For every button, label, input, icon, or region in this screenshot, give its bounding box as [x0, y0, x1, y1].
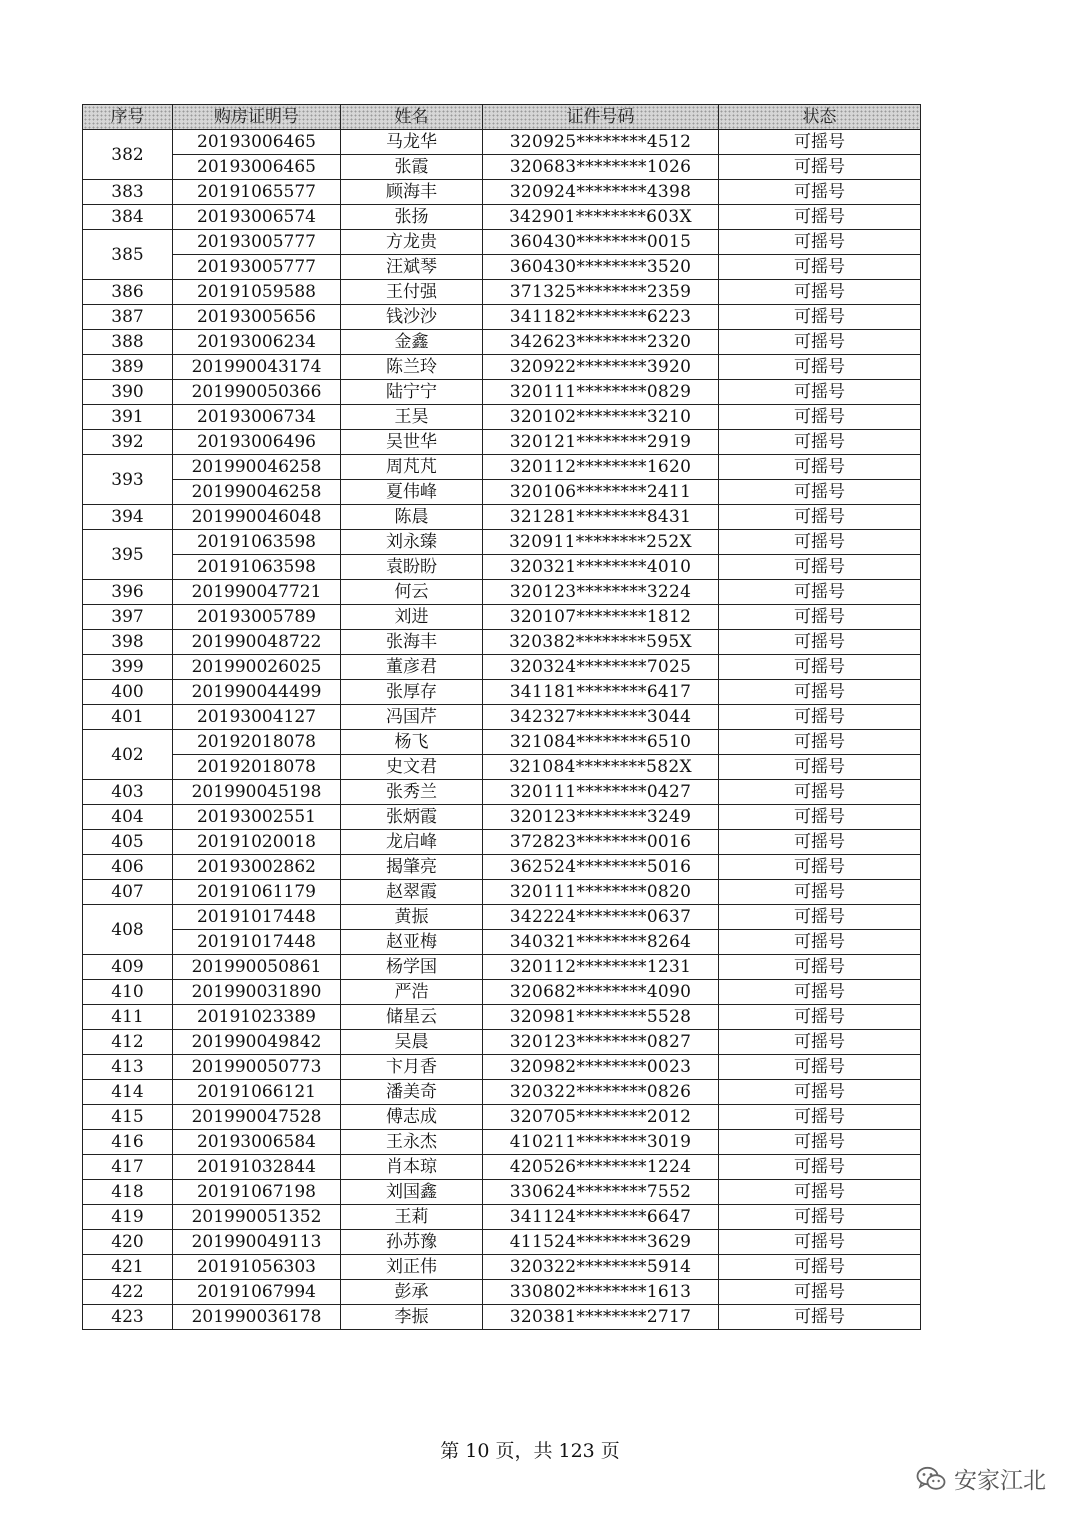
table-row [83, 1205, 921, 1230]
name-cell: 汪斌琴 [341, 255, 483, 280]
status-cell: 可摇号 [719, 1230, 921, 1255]
id-number-cell: 320107********1812 [483, 605, 719, 630]
seq-cell: 406 [83, 855, 173, 880]
name-cell: 黄振 [341, 905, 483, 930]
status-cell: 可摇号 [719, 330, 921, 355]
name-cell: 张扬 [341, 205, 483, 230]
table-row [83, 580, 921, 605]
status-cell: 可摇号 [719, 905, 921, 930]
seq-cell: 419 [83, 1205, 173, 1230]
watermark [916, 1462, 1046, 1495]
seq-cell: 399 [83, 655, 173, 680]
name-cell: 顾海丰 [341, 180, 483, 205]
status-cell: 可摇号 [719, 955, 921, 980]
id-number-cell: 410211********3019 [483, 1130, 719, 1155]
seq-cell: 410 [83, 980, 173, 1005]
id-number-cell: 320106********2411 [483, 480, 719, 505]
table-row [83, 830, 921, 855]
header-id-number: 证件号码 [483, 105, 719, 130]
id-number-cell: 341124********6647 [483, 1205, 719, 1230]
table-row [83, 305, 921, 330]
seq-cell: 405 [83, 830, 173, 855]
name-cell: 张秀兰 [341, 780, 483, 805]
id-number-cell: 420526********1224 [483, 1155, 719, 1180]
table-row [83, 630, 921, 655]
cert-number-cell: 20192018078 [173, 730, 341, 755]
cert-number-cell: 201990045198 [173, 780, 341, 805]
seq-cell: 403 [83, 780, 173, 805]
id-number-cell: 330624********7552 [483, 1180, 719, 1205]
table-row [83, 905, 921, 930]
status-cell: 可摇号 [719, 155, 921, 180]
id-number-cell: 321084********582X [483, 755, 719, 780]
cert-number-cell: 20193006234 [173, 330, 341, 355]
status-cell: 可摇号 [719, 355, 921, 380]
table-row [83, 805, 921, 830]
table-row [83, 955, 921, 980]
seq-cell: 382 [83, 130, 173, 180]
status-cell: 可摇号 [719, 280, 921, 305]
id-number-cell: 320382********595X [483, 630, 719, 655]
name-cell: 潘美奇 [341, 1080, 483, 1105]
status-cell: 可摇号 [719, 305, 921, 330]
id-number-cell: 320321********4010 [483, 555, 719, 580]
name-cell: 彭承 [341, 1280, 483, 1305]
cert-number-cell: 201990050366 [173, 380, 341, 405]
cert-number-cell: 20193006496 [173, 430, 341, 455]
seq-cell: 422 [83, 1280, 173, 1305]
name-cell: 王永杰 [341, 1130, 483, 1155]
id-number-cell: 320705********2012 [483, 1105, 719, 1130]
seq-cell: 411 [83, 1005, 173, 1030]
cert-number-cell: 20191061179 [173, 880, 341, 905]
seq-cell: 395 [83, 530, 173, 580]
seq-cell: 390 [83, 380, 173, 405]
table-row [83, 230, 921, 255]
id-number-cell: 360430********0015 [483, 230, 719, 255]
id-number-cell: 342901********603X [483, 205, 719, 230]
status-cell: 可摇号 [719, 555, 921, 580]
table-row [83, 1105, 921, 1130]
name-cell: 王昊 [341, 405, 483, 430]
cert-number-cell: 20191065577 [173, 180, 341, 205]
id-number-cell: 320922********3920 [483, 355, 719, 380]
table-row [83, 380, 921, 405]
name-cell: 王莉 [341, 1205, 483, 1230]
seq-cell: 420 [83, 1230, 173, 1255]
status-cell: 可摇号 [719, 880, 921, 905]
cert-number-cell: 20191063598 [173, 530, 341, 555]
seq-cell: 397 [83, 605, 173, 630]
id-number-cell: 320322********5914 [483, 1255, 719, 1280]
header-seq: 序号 [83, 105, 173, 130]
table-row [83, 555, 921, 580]
name-cell: 李振 [341, 1305, 483, 1330]
status-cell: 可摇号 [719, 530, 921, 555]
cert-number-cell: 201990043174 [173, 355, 341, 380]
name-cell: 王付强 [341, 280, 483, 305]
cert-number-cell: 20191066121 [173, 1080, 341, 1105]
seq-cell: 386 [83, 280, 173, 305]
watermark-text: 安家江北 [954, 1468, 1046, 1494]
name-cell: 董彦君 [341, 655, 483, 680]
status-cell: 可摇号 [719, 1155, 921, 1180]
cert-number-cell: 201990026025 [173, 655, 341, 680]
table-row [83, 280, 921, 305]
cert-number-cell: 20193005789 [173, 605, 341, 630]
status-cell: 可摇号 [719, 1005, 921, 1030]
id-number-cell: 320982********0023 [483, 1055, 719, 1080]
table-row [83, 1030, 921, 1055]
cert-number-cell: 20191023389 [173, 1005, 341, 1030]
status-cell: 可摇号 [719, 1280, 921, 1305]
seq-cell: 421 [83, 1255, 173, 1280]
name-cell: 吴晨 [341, 1030, 483, 1055]
seq-cell: 391 [83, 405, 173, 430]
cert-number-cell: 201990048722 [173, 630, 341, 655]
seq-cell: 407 [83, 880, 173, 905]
name-cell: 肖本琼 [341, 1155, 483, 1180]
name-cell: 张炳霞 [341, 805, 483, 830]
name-cell: 方龙贵 [341, 230, 483, 255]
table-row [83, 705, 921, 730]
seq-cell: 388 [83, 330, 173, 355]
id-number-cell: 320123********0827 [483, 1030, 719, 1055]
id-number-cell: 362524********5016 [483, 855, 719, 880]
name-cell: 张霞 [341, 155, 483, 180]
status-cell: 可摇号 [719, 180, 921, 205]
cert-number-cell: 201990050861 [173, 955, 341, 980]
cert-number-cell: 201990049113 [173, 1230, 341, 1255]
status-cell: 可摇号 [719, 605, 921, 630]
cert-number-cell: 20193005777 [173, 230, 341, 255]
seq-cell: 384 [83, 205, 173, 230]
name-cell: 陆宁宁 [341, 380, 483, 405]
id-number-cell: 342623********2320 [483, 330, 719, 355]
id-number-cell: 321281********8431 [483, 505, 719, 530]
id-number-cell: 320112********1231 [483, 955, 719, 980]
cert-number-cell: 20193006465 [173, 155, 341, 180]
table-row [83, 1180, 921, 1205]
cert-number-cell: 201990047528 [173, 1105, 341, 1130]
name-cell: 卞月香 [341, 1055, 483, 1080]
table-row [83, 180, 921, 205]
name-cell: 杨学国 [341, 955, 483, 980]
table-row [83, 1005, 921, 1030]
status-cell: 可摇号 [719, 1030, 921, 1055]
seq-cell: 402 [83, 730, 173, 780]
lottery-eligibility-table [82, 104, 921, 1330]
seq-cell: 394 [83, 505, 173, 530]
status-cell: 可摇号 [719, 1305, 921, 1330]
header-name: 姓名 [341, 105, 483, 130]
table-row [83, 530, 921, 555]
header-status: 状态 [719, 105, 921, 130]
status-cell: 可摇号 [719, 855, 921, 880]
seq-cell: 413 [83, 1055, 173, 1080]
name-cell: 陈兰玲 [341, 355, 483, 380]
cert-number-cell: 20191056303 [173, 1255, 341, 1280]
name-cell: 刘正伟 [341, 1255, 483, 1280]
cert-number-cell: 20193005656 [173, 305, 341, 330]
status-cell: 可摇号 [719, 655, 921, 680]
status-cell: 可摇号 [719, 1180, 921, 1205]
cert-number-cell: 20191067198 [173, 1180, 341, 1205]
cert-number-cell: 20193006734 [173, 405, 341, 430]
name-cell: 赵翠霞 [341, 880, 483, 905]
table-body [83, 130, 921, 1330]
status-cell: 可摇号 [719, 1130, 921, 1155]
name-cell: 严浩 [341, 980, 483, 1005]
table-row [83, 205, 921, 230]
status-cell: 可摇号 [719, 930, 921, 955]
cert-number-cell: 201990036178 [173, 1305, 341, 1330]
cert-number-cell: 20191063598 [173, 555, 341, 580]
name-cell: 储星云 [341, 1005, 483, 1030]
table-row [83, 855, 921, 880]
id-number-cell: 320111********0427 [483, 780, 719, 805]
status-cell: 可摇号 [719, 580, 921, 605]
table-row [83, 405, 921, 430]
seq-cell: 417 [83, 1155, 173, 1180]
id-number-cell: 320111********0829 [483, 380, 719, 405]
seq-cell: 415 [83, 1105, 173, 1130]
id-number-cell: 320102********3210 [483, 405, 719, 430]
table-row [83, 355, 921, 380]
id-number-cell: 371325********2359 [483, 280, 719, 305]
table-row [83, 430, 921, 455]
id-number-cell: 320121********2919 [483, 430, 719, 455]
table-row [83, 680, 921, 705]
cert-number-cell: 20193005777 [173, 255, 341, 280]
name-cell: 龙启峰 [341, 830, 483, 855]
table-header-row [83, 105, 921, 130]
seq-cell: 389 [83, 355, 173, 380]
table-row [83, 1255, 921, 1280]
seq-cell: 418 [83, 1180, 173, 1205]
status-cell: 可摇号 [719, 405, 921, 430]
table-row [83, 880, 921, 905]
table-row [83, 980, 921, 1005]
status-cell: 可摇号 [719, 1255, 921, 1280]
cert-number-cell: 20193006465 [173, 130, 341, 155]
status-cell: 可摇号 [719, 1080, 921, 1105]
cert-number-cell: 201990051352 [173, 1205, 341, 1230]
table-row [83, 130, 921, 155]
status-cell: 可摇号 [719, 755, 921, 780]
cert-number-cell: 20191059588 [173, 280, 341, 305]
id-number-cell: 320112********1620 [483, 455, 719, 480]
table-row [83, 605, 921, 630]
cert-number-cell: 201990031890 [173, 980, 341, 1005]
name-cell: 孙苏豫 [341, 1230, 483, 1255]
name-cell: 马龙华 [341, 130, 483, 155]
table-row [83, 1230, 921, 1255]
table-row [83, 780, 921, 805]
id-number-cell: 320123********3224 [483, 580, 719, 605]
cert-number-cell: 201990049842 [173, 1030, 341, 1055]
seq-cell: 409 [83, 955, 173, 980]
seq-cell: 396 [83, 580, 173, 605]
status-cell: 可摇号 [719, 505, 921, 530]
table-row [83, 930, 921, 955]
status-cell: 可摇号 [719, 780, 921, 805]
id-number-cell: 360430********3520 [483, 255, 719, 280]
id-number-cell: 341182********6223 [483, 305, 719, 330]
table-row [83, 1280, 921, 1305]
cert-number-cell: 20193006574 [173, 205, 341, 230]
table-row [83, 255, 921, 280]
name-cell: 刘永臻 [341, 530, 483, 555]
seq-cell: 404 [83, 805, 173, 830]
seq-cell: 385 [83, 230, 173, 280]
id-number-cell: 320322********0826 [483, 1080, 719, 1105]
name-cell: 刘进 [341, 605, 483, 630]
name-cell: 陈晨 [341, 505, 483, 530]
table-row [83, 480, 921, 505]
seq-cell: 398 [83, 630, 173, 655]
cert-number-cell: 20193006584 [173, 1130, 341, 1155]
id-number-cell: 372823********0016 [483, 830, 719, 855]
id-number-cell: 341181********6417 [483, 680, 719, 705]
status-cell: 可摇号 [719, 680, 921, 705]
seq-cell: 387 [83, 305, 173, 330]
cert-number-cell: 20191067994 [173, 1280, 341, 1305]
name-cell: 史文君 [341, 755, 483, 780]
status-cell: 可摇号 [719, 380, 921, 405]
status-cell: 可摇号 [719, 230, 921, 255]
id-number-cell: 320924********4398 [483, 180, 719, 205]
name-cell: 杨飞 [341, 730, 483, 755]
table-row [83, 655, 921, 680]
cert-number-cell: 20193004127 [173, 705, 341, 730]
status-cell: 可摇号 [719, 1205, 921, 1230]
name-cell: 傅志成 [341, 1105, 483, 1130]
id-number-cell: 320111********0820 [483, 880, 719, 905]
id-number-cell: 321084********6510 [483, 730, 719, 755]
cert-number-cell: 20191017448 [173, 905, 341, 930]
status-cell: 可摇号 [719, 1105, 921, 1130]
name-cell: 夏伟峰 [341, 480, 483, 505]
id-number-cell: 340321********8264 [483, 930, 719, 955]
table-row [83, 1130, 921, 1155]
name-cell: 揭肇亮 [341, 855, 483, 880]
wechat-icon [916, 1466, 946, 1492]
seq-cell: 383 [83, 180, 173, 205]
cert-number-cell: 20193002551 [173, 805, 341, 830]
name-cell: 冯国芹 [341, 705, 483, 730]
table-row [83, 1155, 921, 1180]
cert-number-cell: 201990047721 [173, 580, 341, 605]
seq-cell: 416 [83, 1130, 173, 1155]
status-cell: 可摇号 [719, 130, 921, 155]
id-number-cell: 330802********1613 [483, 1280, 719, 1305]
id-number-cell: 411524********3629 [483, 1230, 719, 1255]
table-row [83, 455, 921, 480]
status-cell: 可摇号 [719, 1055, 921, 1080]
id-number-cell: 320981********5528 [483, 1005, 719, 1030]
status-cell: 可摇号 [719, 480, 921, 505]
name-cell: 吴世华 [341, 430, 483, 455]
name-cell: 刘国鑫 [341, 1180, 483, 1205]
table-row [83, 505, 921, 530]
id-number-cell: 320324********7025 [483, 655, 719, 680]
status-cell: 可摇号 [719, 630, 921, 655]
status-cell: 可摇号 [719, 980, 921, 1005]
id-number-cell: 320123********3249 [483, 805, 719, 830]
table-row [83, 155, 921, 180]
name-cell: 赵亚梅 [341, 930, 483, 955]
cert-number-cell: 201990046258 [173, 455, 341, 480]
cert-number-cell: 201990044499 [173, 680, 341, 705]
id-number-cell: 320381********2717 [483, 1305, 719, 1330]
seq-cell: 400 [83, 680, 173, 705]
cert-number-cell: 20192018078 [173, 755, 341, 780]
status-cell: 可摇号 [719, 430, 921, 455]
table-row [83, 1080, 921, 1105]
seq-cell: 412 [83, 1030, 173, 1055]
seq-cell: 393 [83, 455, 173, 505]
seq-cell: 408 [83, 905, 173, 955]
id-number-cell: 342224********0637 [483, 905, 719, 930]
table-row [83, 755, 921, 780]
id-number-cell: 342327********3044 [483, 705, 719, 730]
seq-cell: 414 [83, 1080, 173, 1105]
name-cell: 周芃芃 [341, 455, 483, 480]
page-number-footer: 第 10 页，共 123 页 [440, 1440, 620, 1462]
name-cell: 张厚存 [341, 680, 483, 705]
name-cell: 何云 [341, 580, 483, 605]
id-number-cell: 320925********4512 [483, 130, 719, 155]
status-cell: 可摇号 [719, 805, 921, 830]
cert-number-cell: 201990046048 [173, 505, 341, 530]
cert-number-cell: 20193002862 [173, 855, 341, 880]
table-row [83, 1055, 921, 1080]
cert-number-cell: 20191020018 [173, 830, 341, 855]
table-row [83, 330, 921, 355]
status-cell: 可摇号 [719, 455, 921, 480]
cert-number-cell: 20191032844 [173, 1155, 341, 1180]
status-cell: 可摇号 [719, 830, 921, 855]
table-row [83, 1305, 921, 1330]
seq-cell: 423 [83, 1305, 173, 1330]
id-number-cell: 320683********1026 [483, 155, 719, 180]
name-cell: 袁盼盼 [341, 555, 483, 580]
name-cell: 张海丰 [341, 630, 483, 655]
status-cell: 可摇号 [719, 705, 921, 730]
name-cell: 钱沙沙 [341, 305, 483, 330]
header-cert-number: 购房证明号 [173, 105, 341, 130]
id-number-cell: 320911********252X [483, 530, 719, 555]
status-cell: 可摇号 [719, 730, 921, 755]
cert-number-cell: 201990050773 [173, 1055, 341, 1080]
seq-cell: 401 [83, 705, 173, 730]
status-cell: 可摇号 [719, 255, 921, 280]
name-cell: 金鑫 [341, 330, 483, 355]
seq-cell: 392 [83, 430, 173, 455]
table-row [83, 730, 921, 755]
status-cell: 可摇号 [719, 205, 921, 230]
cert-number-cell: 201990046258 [173, 480, 341, 505]
id-number-cell: 320682********4090 [483, 980, 719, 1005]
cert-number-cell: 20191017448 [173, 930, 341, 955]
